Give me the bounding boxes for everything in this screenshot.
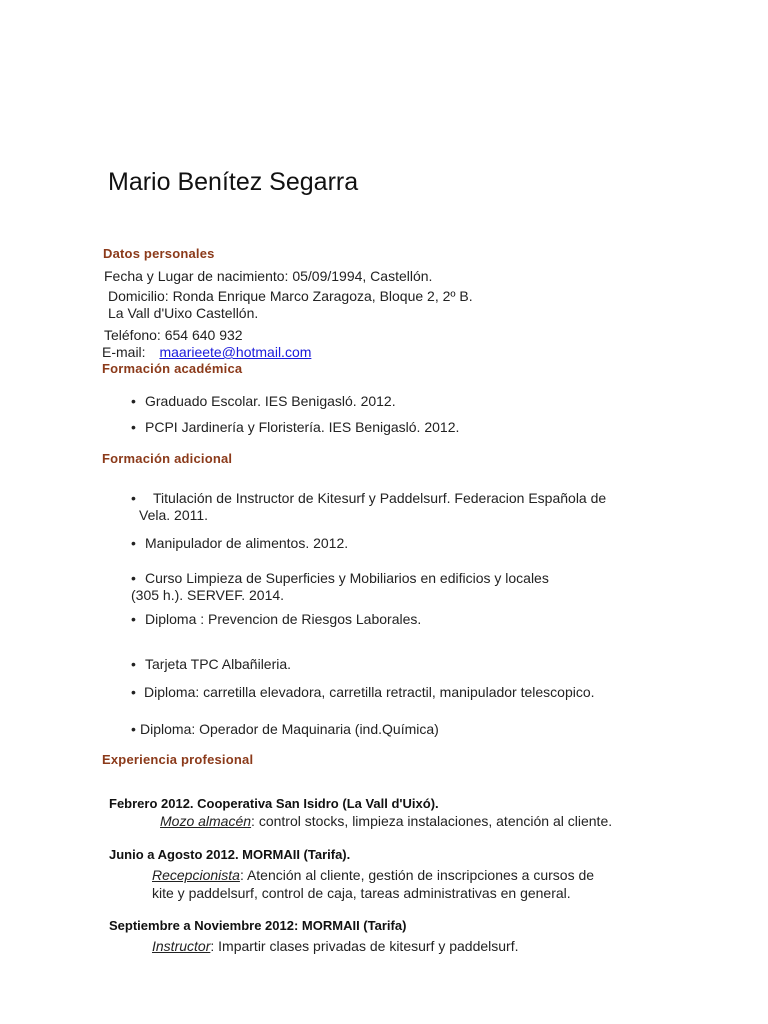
list-item-continuation: Vela. 2011. bbox=[139, 507, 209, 523]
experience-description: Instructor: Impartir clases privadas de kitesurf y paddelsurf. bbox=[152, 938, 519, 954]
email-row bbox=[102, 344, 311, 360]
candidate-name: Mario Benítez Segarra bbox=[108, 168, 359, 196]
address-line-1: Domicilio: Ronda Enrique Marco Zaragoza, Bloque 2, 2º B. bbox=[108, 288, 473, 304]
birth-info: Fecha y Lugar de nacimiento: 05/09/1994, Castellón. bbox=[104, 268, 433, 284]
address-line-2: La Vall d'Uixo Castellón. bbox=[108, 305, 259, 321]
experience-title: Septiembre a Noviembre 2012: MORMAII (Tarifa) bbox=[109, 918, 407, 933]
list-item: • Titulación de Instructor de Kitesurf y Paddelsurf. Federacion Española de bbox=[131, 490, 607, 506]
list-item: • Manipulador de alimentos. 2012. bbox=[131, 535, 349, 551]
list-item: • Graduado Escolar. IES Benigasló. 2012. bbox=[131, 393, 396, 409]
phone-info: Teléfono: 654 640 932 bbox=[104, 327, 243, 343]
section-personal-heading: Datos personales bbox=[103, 246, 215, 261]
experience-title: Junio a Agosto 2012. MORMAII (Tarifa). bbox=[109, 847, 351, 862]
experience-role: Recepcionista bbox=[152, 867, 240, 883]
bullet-icon: • bbox=[131, 393, 136, 409]
bullet-icon: • bbox=[131, 419, 136, 435]
bullet-icon: • bbox=[131, 490, 136, 506]
experience-description: Mozo almacén: control stocks, limpieza instalaciones, atención al cliente. bbox=[160, 813, 613, 829]
email-label: E-mail: bbox=[102, 344, 146, 360]
bullet-icon: • bbox=[131, 611, 136, 627]
email-link[interactable]: maarieete@hotmail.com bbox=[159, 344, 312, 360]
bullet-icon: • bbox=[131, 721, 136, 737]
experience-role: Instructor bbox=[152, 938, 211, 954]
list-item: • Tarjeta TPC Albañileria. bbox=[131, 656, 292, 672]
list-item: • Diploma: carretilla elevadora, carretilla retractil, manipulador telescopico. bbox=[131, 684, 595, 700]
list-item-continuation: (305 h.). SERVEF. 2014. bbox=[131, 587, 285, 603]
section-additional-heading: Formación adicional bbox=[102, 451, 233, 466]
bullet-icon: • bbox=[131, 535, 136, 551]
bullet-icon: • bbox=[131, 570, 136, 586]
experience-description: Recepcionista: Atención al cliente, gestión de inscripciones a cursos de bbox=[152, 867, 595, 883]
experience-role: Mozo almacén bbox=[160, 813, 252, 829]
section-academic-heading: Formación académica bbox=[102, 361, 243, 376]
section-experience-heading: Experiencia profesional bbox=[102, 752, 254, 767]
list-item: • PCPI Jardinería y Floristería. IES Benigasló. 2012. bbox=[131, 419, 460, 435]
list-item: • Curso Limpieza de Superficies y Mobiliarios en edificios y locales bbox=[131, 570, 549, 586]
bullet-icon: • bbox=[131, 656, 136, 672]
list-item: • Diploma: Operador de Maquinaria (ind.Química) bbox=[131, 721, 439, 737]
bullet-icon: • bbox=[131, 684, 136, 700]
list-item: • Diploma : Prevencion de Riesgos Laborales. bbox=[131, 611, 422, 627]
experience-description-continuation: kite y paddelsurf, control de caja, tareas administrativas en general. bbox=[152, 885, 571, 901]
experience-title: Febrero 2012. Cooperativa San Isidro (La Vall d'Uixó). bbox=[109, 796, 439, 811]
